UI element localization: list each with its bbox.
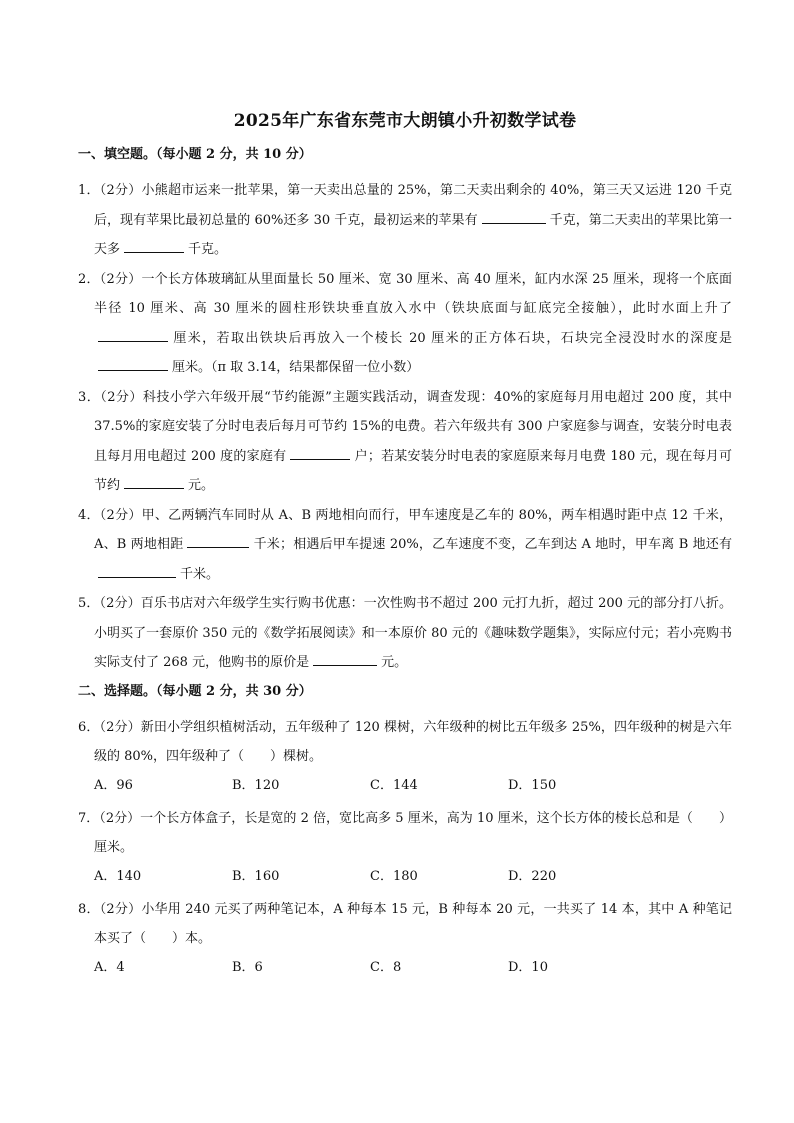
question-5: 5．（2分）百乐书店对六年级学生实行购书优惠：一次性购书不超过 200 元打九折，超过 200 元的部分打八折。小明买了一套原价 350 元的《数学拓展阅读》和一本原价 80 元的《趣味数学题集》，实际应付元；若小亮购书实际支付了 268 元，他购书的原价是 元。 xyxy=(78,596,732,670)
answer-blank[interactable] xyxy=(98,563,176,578)
options-row xyxy=(78,863,732,891)
option-d[interactable]: D．220 xyxy=(508,868,557,884)
question-8: 8．（2分）小华用 240 元买了两种笔记本，A 种每本 15 元，B 种每本 20 元，一共买了 14 本，其中 A 种笔记本买了（ ）本。 xyxy=(78,901,732,946)
option-c[interactable]: C．180 xyxy=(370,868,418,884)
option-c[interactable]: C．8 xyxy=(370,959,402,975)
answer-blank[interactable] xyxy=(98,327,168,342)
option-a[interactable]: A．140 xyxy=(94,868,142,884)
question-1: 1．（2分）小熊超市运来一批苹果，第一天卖出总量的 25%，第二天卖出剩余的 40%，第三天又运进 120 千克后，现有苹果比最初总量的 60%还多 30 千克，最初运来的苹果有 千克，第二天卖出的苹果比第一天多 千克。 xyxy=(78,183,732,257)
answer-blank[interactable] xyxy=(124,474,184,489)
answer-blank[interactable] xyxy=(98,356,168,371)
section-heading-fill: 一、填空题。（每小题 2 分，共 10 分） xyxy=(78,147,312,162)
option-a[interactable]: A．96 xyxy=(94,777,133,793)
options-row xyxy=(78,772,732,800)
answer-blank[interactable] xyxy=(290,445,350,460)
option-b[interactable]: B．6 xyxy=(232,959,263,975)
options-row xyxy=(78,954,732,982)
answer-blank[interactable] xyxy=(187,533,249,548)
option-b[interactable]: B．160 xyxy=(232,868,280,884)
answer-blank[interactable] xyxy=(482,209,546,224)
question-2: 2．（2分）一个长方体玻璃缸从里面量长 50 厘米、宽 30 厘米、高 40 厘米，缸内水深 25 厘米，现将一个底面半径 10 厘米、高 30 厘米的圆柱形铁块垂直放入水中（铁块底面与缸底完全接触），此时水面上升了厘米，若取出铁块后再放入一个棱长 20 厘米的正方体石块，石块完全浸没时水的深度是厘米。（π 取 3.14，结果都保留一位小数） xyxy=(78,271,732,375)
page-title: 2025年广东省东莞市大朗镇小升初数学试卷 xyxy=(233,111,577,131)
option-d[interactable]: D．150 xyxy=(508,777,557,793)
question-6: 6．（2分）新田小学组织植树活动，五年级种了 120 棵树，六年级种的树比五年级多 25%，四年级种的树是六年级的 80%，四年级种了（ ）棵树。 xyxy=(78,719,732,764)
option-d[interactable]: D．10 xyxy=(508,959,548,975)
question-3: 3．（2分）科技小学六年级开展“节约能源”主题实践活动，调查发现：40%的家庭每月用电超过 200 度，其中 37.5%的家庭安装了分时电表后每月可节约 15%的电费。若六年级共有 300 户家庭参与调查，安装分时电表且每月用电超过 200 度的家庭有 户；若某安装分时电表的家庭原来每月电费 180 元，现在每月可节约 元。 xyxy=(78,389,732,493)
option-c[interactable]: C．144 xyxy=(370,777,418,793)
section-heading-choice: 二、选择题。（每小题 2 分，共 30 分） xyxy=(78,683,312,699)
option-b[interactable]: B．120 xyxy=(232,777,280,793)
answer-blank[interactable] xyxy=(313,651,377,666)
answer-blank[interactable] xyxy=(124,238,184,253)
question-7: 7．（2分）一个长方体盒子，长是宽的 2 倍，宽比高多 5 厘米，高为 10 厘米，这个长方体的棱长总和是（ ）厘米。 xyxy=(78,810,732,855)
option-a[interactable]: A．4 xyxy=(94,959,125,975)
question-4: 4．（2分）甲、乙两辆汽车同时从 A、B 两地相向而行，甲车速度是乙车的 80%，两车相遇时距中点 12 千米，A、B 两地相距 千米；相遇后甲车提速 20%，乙车速度不变，乙车到达 A 地时，甲车离 B 地还有千米。 xyxy=(78,507,733,582)
